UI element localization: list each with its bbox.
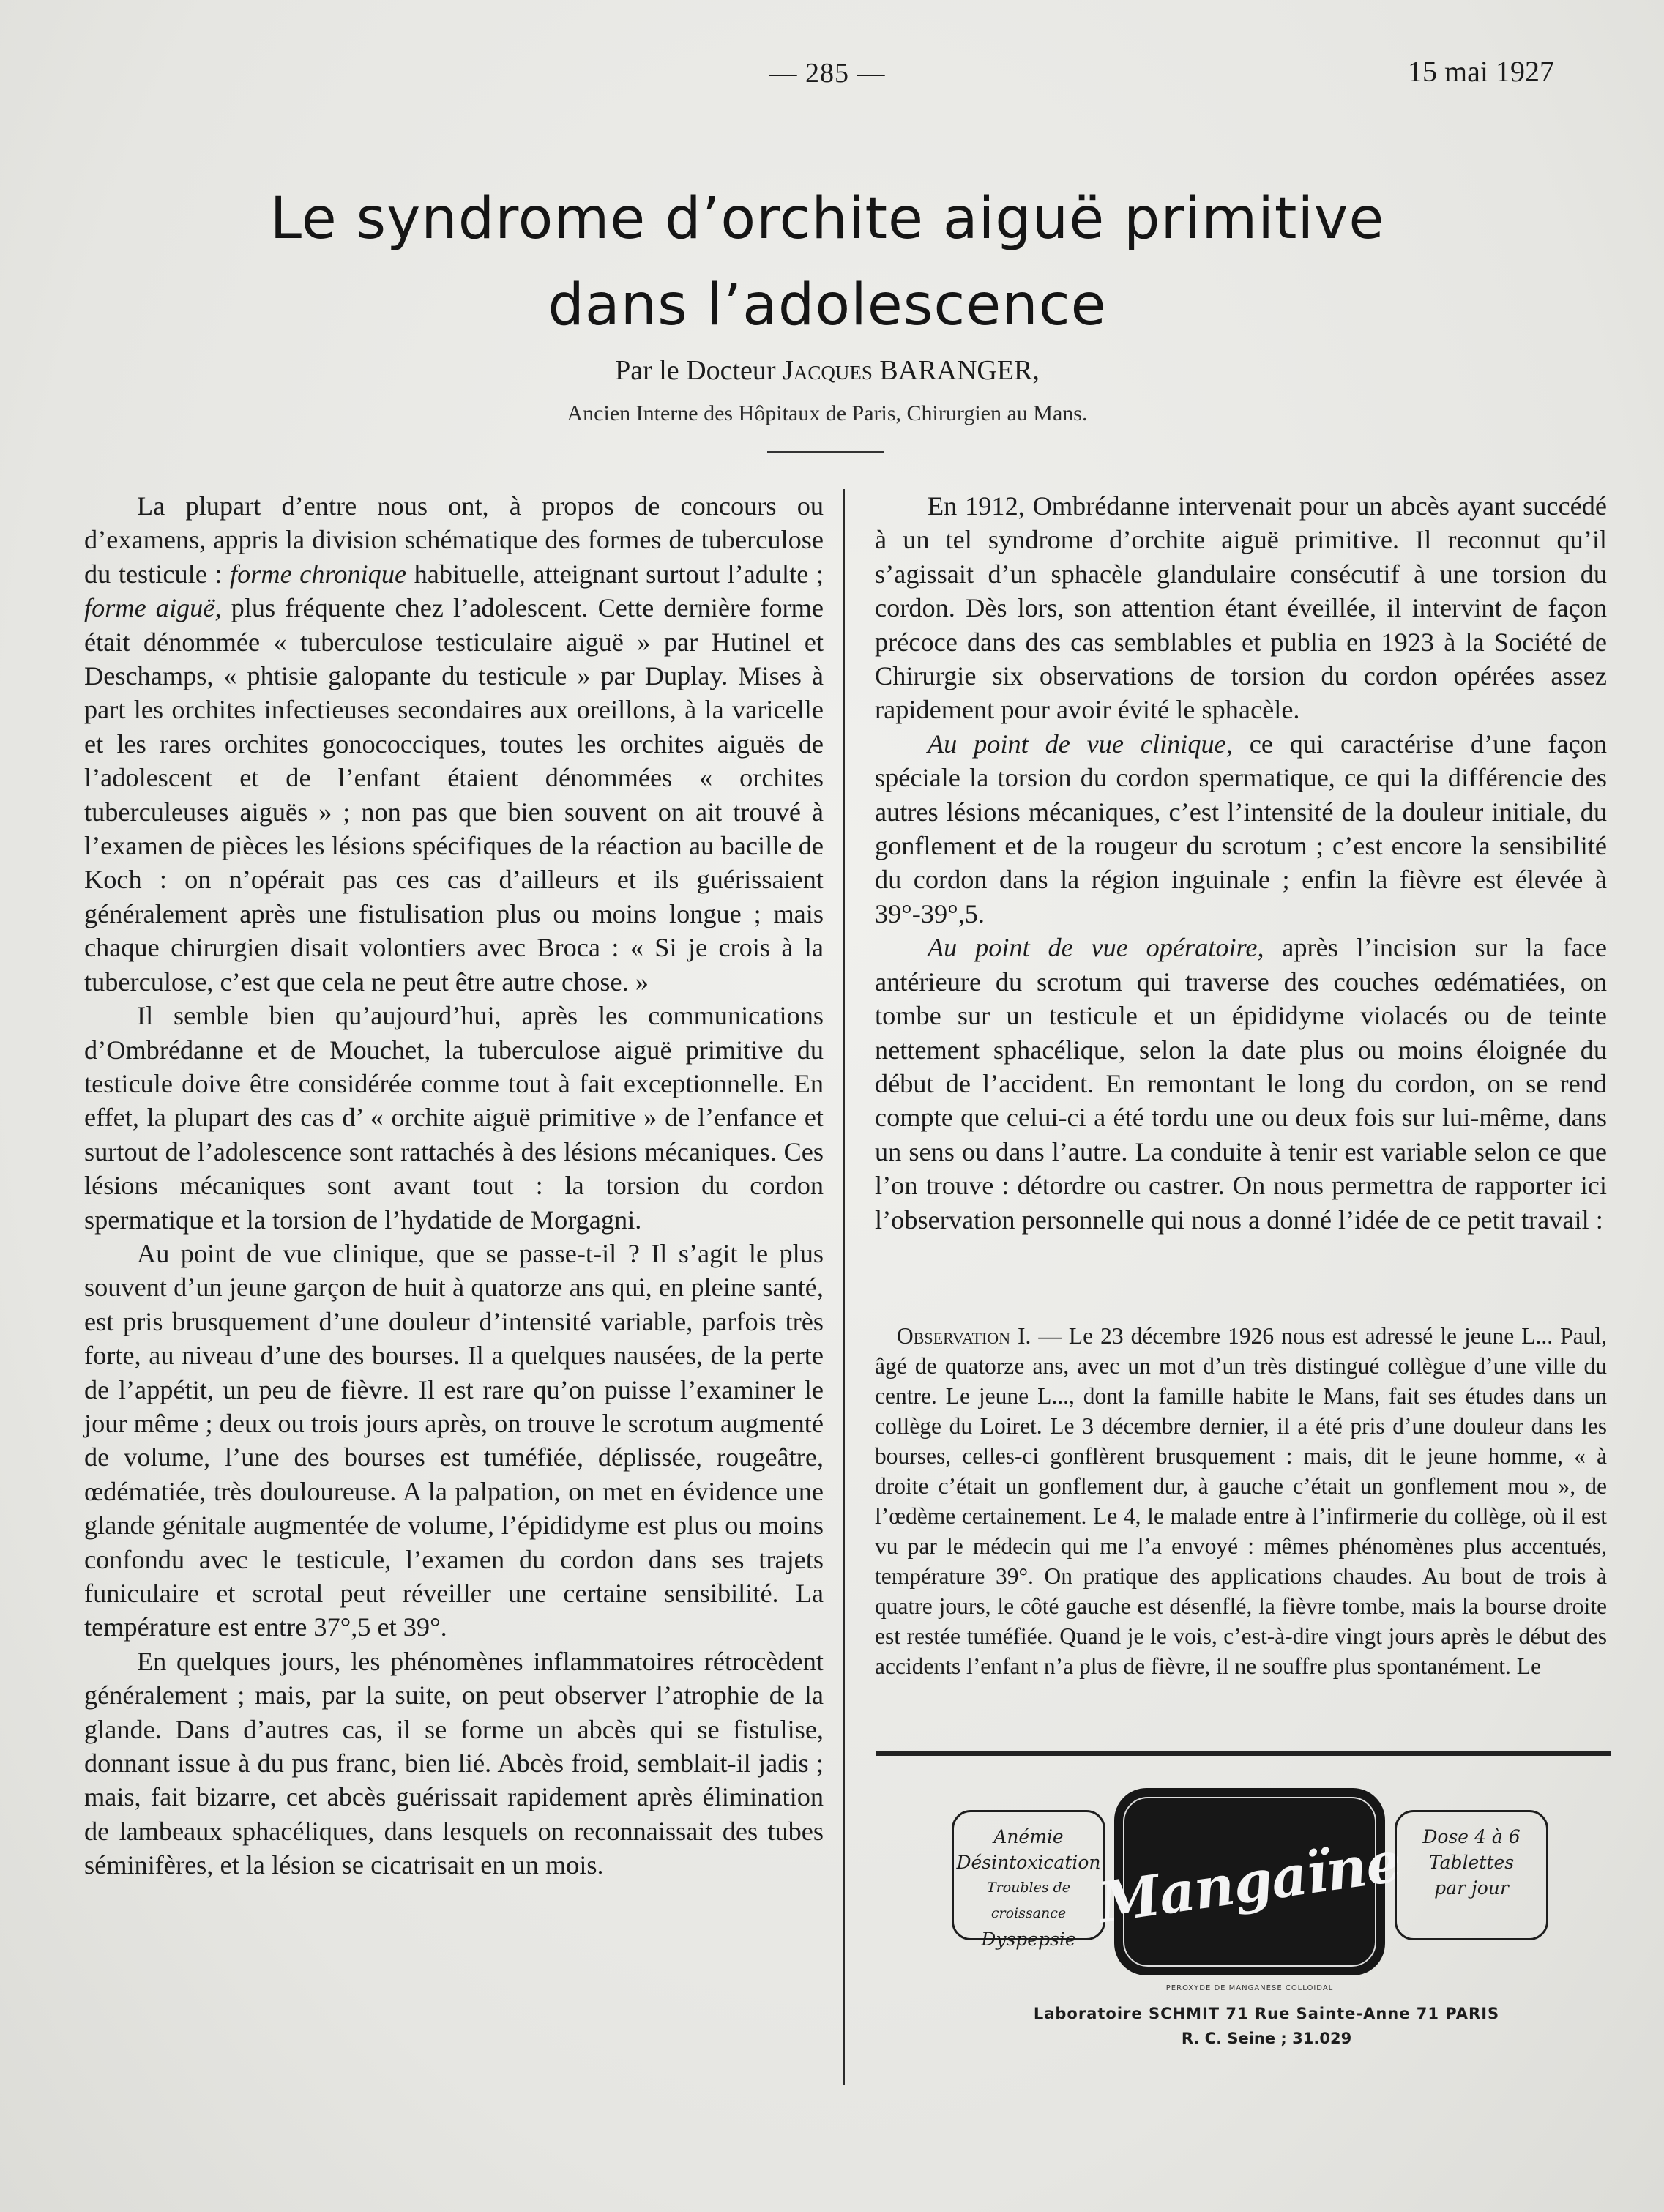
title-divider — [767, 451, 884, 453]
author-last-name: BARANGER, — [872, 355, 1040, 386]
column-divider — [843, 489, 845, 2085]
paragraph: En 1912, Ombrédanne intervenait pour un abcès ayant succédé à un tel syndrome d’orchite aiguë primitive. Il reconnut qu’il s’agissait d’un sphacèle glandulaire consécutif à une torsion du cordon. Dès lors, son attention étant éveillée, il intervint de façon précoce dans des cas semblables et publia en 1923 à la Société de Chirurgie six observations de torsion du cordon opérées assez rapidement pour avoir évité le sphacèle. — [875, 491, 1607, 725]
author-affiliation: Ancien Interne des Hôpitaux de Paris, Chirurgien au Mans. — [567, 401, 1088, 425]
paragraph: Observation I. — Le 23 décembre 1926 nous est adressé le jeune L... Paul, âgé de quatorze ans, avec un mot d’un très distingué collègue d’une ville du centre. Le jeune L..., dont la famille habite le Mans, fait ses études dans un collège du Loiret. Le 3 décembre dernier, il a été pris d’une douleur dans les bourses, celles-ci gonflèrent brusquement : mais, dit le jeune homme, « à droite c’était un gonflement dur, à gauche c’était un gonflement mou », de l’œdème certainement. Le 4, le malade entre à l’infirmerie du collège, où il est vu par le médecin qui me l’a envoyé : mêmes phénomènes plus accentués, température 39°. On pratique des applications chaudes. Au bout de trois à quatre jours, le côté gauche est désenflé, la fièvre tombe, mais la bourse droite est restée tuméfiée. Quand je le vois, c’est-à-dire vingt jours après le début des accidents l’enfant n’a plus de fièvre, il ne souffre plus spontanément. Le — [875, 1323, 1607, 1679]
ad-caption: PEROXYDE DE MANGANÈSE COLLOÏDAL — [1165, 1984, 1334, 1992]
ad-dosage-box: Dose 4 à 6 Tablettes par jour — [1395, 1810, 1548, 1940]
right-column — [875, 489, 1607, 1237]
title-line-2: dans l’adolescence — [548, 272, 1107, 338]
ad-laboratory: Laboratoire SCHMIT 71 Rue Sainte-Anne 71 PARIS — [1033, 2005, 1500, 2022]
ad-brand-logo — [1094, 1788, 1405, 1975]
observation-label: Observation I. — [897, 1323, 1031, 1349]
author-first-name: Jacques — [783, 355, 873, 386]
paragraph: La plupart d’entre nous ont, à propos de concours ou d’examens, appris la division schématique des formes de tuberculose du testicule : forme chronique habituelle, atteignant surtout l’adulte ; forme aiguë, plus fréquente chez l’adolescent. Cette dernière forme était dénommée « tuberculose testiculaire aiguë » par Hutinel et Deschamps, « phtisie galopante du testicule » par Duplay. Mises à part les orchites infectieuses secondaires aux oreillons, à la varicelle et les rares orchites gonococciques, toutes les orchites aiguës de l’adolescent et de l’enfant étaient dénommées « orchites tuberculeuses aiguës » ; non pas que bien souvent on ait trouvé à l’examen de pièces les lésions spécifiques de la réaction au bacille de Koch : on n’opérait pas ces cas d’ailleurs et ils guérissaient généralement après une fistulisation plus ou moins longue ; mais chaque chirurgien disait volontiers avec Broca : « Si je crois à la tuberculose, c’est que cela ne peut être autre chose. » — [84, 491, 824, 997]
ad-indications-box: Anémie Désintoxication Troubles de croissance Dyspepsie — [952, 1810, 1105, 1940]
ad-registration: R. C. Seine ; 31.029 — [1181, 2030, 1352, 2047]
issue-date: 15 mai 1927 — [1408, 55, 1554, 88]
paragraph: Il semble bien qu’aujourd’hui, après les communications d’Ombrédanne et de Mouchet, la tuberculose aiguë primitive du testicule doive être considérée comme tout à fait exceptionnelle. En effet, la plupart des cas d’ « orchite aiguë primitive » de l’enfance et surtout de l’adolescence sont rattachés à des lésions mécaniques. Ces lésions mécaniques sont avant tout : la torsion du cordon spermatique et la torsion de l’hydatide de Morgagni. — [84, 1001, 824, 1235]
paragraph: Au point de vue clinique, ce qui caractérise d’une façon spéciale la torsion du cordon spermatique, ce qui la différencie des autres lésions mécaniques, c’est l’intensité de la douleur initiale, du gonflement et de la rougeur du scrotum ; c’est encore la sensibilité du cordon dans la région inguinale ; enfin la fièvre est élevée à 39°-39°,5. — [875, 729, 1607, 928]
paragraph: Au point de vue opératoire, après l’incision sur la face antérieure du scrotum qui traverse des couches œdématiées, on tombe sur un testicule et un épididyme violacés ou de teinte nettement sphacélique, selon la date plus ou moins éloignée du début de l’accident. En remontant le long du cordon, on se rend compte que celui-ci a été tordu une ou deux fois sur lui-même, dans un sens ou dans l’autre. La conduite à tenir est variable selon ce que l’on trouve : détordre ou castrer. On nous permettra de rapporter ici l’observation personnelle qui nous a donné l’idée de ce petit travail : — [875, 933, 1607, 1235]
byline-prefix: Par le Docteur — [615, 355, 783, 386]
advertisement-divider — [876, 1751, 1611, 1756]
left-column — [84, 489, 824, 1883]
observation-block — [875, 1321, 1607, 1681]
page-number: — 285 — — [769, 58, 886, 89]
title-line-1: Le syndrome d’orchite aiguë primitive — [269, 186, 1385, 252]
article-title — [110, 176, 1545, 349]
paragraph: Au point de vue clinique, que se passe-t-il ? Il s’agit le plus souvent d’un jeune garçon de huit à quatorze ans qui, en pleine santé, est pris brusquement d’une douleur d’intensité variable, parfois très forte, au niveau d’une des bourses. Il a quelques nausées, de la perte de l’appétit, un peu de fièvre. Il est rare qu’on puisse l’examiner le jour même ; deux ou trois jours après, on trouve le scrotum augmenté de volume, l’une des bourses est tuméfiée, déplissée, rougeâtre, œdématiée, très douloureuse. A la palpation, on met en évidence une glande génitale augmentée de volume, l’épididyme est plus ou moins confondu avec le testicule, l’examen du cordon dans ses trajets funiculaire et scrotal peut réveiller une certaine sensibilité. La température est entre 37°,5 et 39°. — [84, 1238, 824, 1642]
advertisement — [944, 1772, 1589, 2050]
brand-name: Mangaïne — [1094, 1828, 1405, 1935]
paragraph: En quelques jours, les phénomènes inflammatoires rétrocèdent généralement ; mais, par la suite, on peut observer l’atrophie de la glande. Dans d’autres cas, il se forme un abcès qui se fistulise, donnant issue à du pus franc, bien lié. Abcès froid, semblait-il jadis ; mais, fait bizarre, cet abcès guérissait rapidement après élimination de lambeaux sphacéliques, dans lesquels on reconnaissait des tubes séminifères, et la lésion se cicatrisait en un mois. — [84, 1646, 824, 1880]
byline — [110, 354, 1545, 387]
